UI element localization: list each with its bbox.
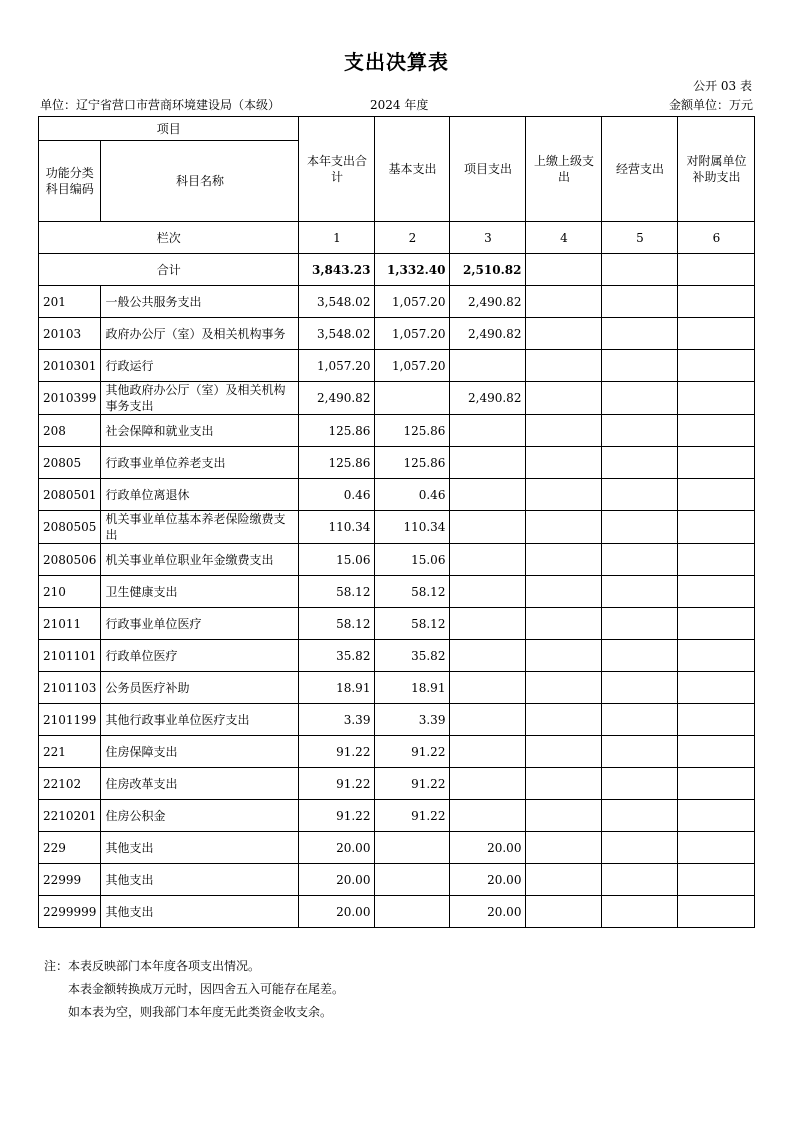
row-upper [526,704,602,736]
row-basic: 3.39 [375,704,450,736]
page-title: 支出决算表 [344,50,449,74]
lanci-4: 4 [526,222,602,254]
note-1: 注：本表反映部门本年度各项支出情况。 [44,959,261,973]
row-basic [375,896,450,928]
header-func-code: 功能分类科目编码 [39,141,101,222]
row-total: 125.86 [299,415,375,447]
row-upper [526,415,602,447]
row-total: 1,057.20 [299,350,375,382]
table-row [39,736,755,768]
row-business [602,415,678,447]
row-business [602,350,678,382]
row-subsidy [678,672,755,704]
row-name: 其他行政事业单位医疗支出 [101,704,299,736]
note-2: 本表金额转换成万元时，因四舍五入可能存在尾差。 [68,982,345,996]
row-upper [526,286,602,318]
row-subsidy [678,447,755,479]
lanci-2: 2 [375,222,450,254]
row-business [602,672,678,704]
row-subsidy [678,640,755,672]
row-upper [526,511,602,544]
row-upper [526,447,602,479]
row-basic: 1,057.20 [375,350,450,382]
table-row [39,800,755,832]
row-upper [526,544,602,576]
row-name: 一般公共服务支出 [101,286,299,318]
row-basic: 91.22 [375,800,450,832]
row-basic: 15.06 [375,544,450,576]
table-row [39,832,755,864]
row-business [602,511,678,544]
row-code: 2080501 [39,479,101,511]
row-code: 2299999 [39,896,101,928]
row-name: 公务员医疗补助 [101,672,299,704]
row-name: 行政单位医疗 [101,640,299,672]
header-subsidy: 对附属单位补助支出 [678,117,755,222]
row-business [602,318,678,350]
year-label: 2024 年度 [370,98,429,112]
row-upper [526,768,602,800]
row-total: 110.34 [299,511,375,544]
row-total: 91.22 [299,800,375,832]
row-name: 住房公积金 [101,800,299,832]
row-project [450,640,526,672]
meta-line [40,96,753,114]
row-business [602,704,678,736]
row-total: 18.91 [299,672,375,704]
header-project: 项目 [39,117,299,141]
row-project [450,544,526,576]
row-project [450,800,526,832]
row-code: 2210201 [39,800,101,832]
lanci-5: 5 [602,222,678,254]
row-basic: 91.22 [375,736,450,768]
table-row [39,640,755,672]
row-subsidy [678,350,755,382]
row-name: 其他支出 [101,832,299,864]
table-row [39,382,755,415]
row-project [450,350,526,382]
row-subsidy [678,608,755,640]
row-project [450,672,526,704]
row-upper [526,832,602,864]
row-upper [526,479,602,511]
lanci-3: 3 [450,222,526,254]
row-subsidy [678,832,755,864]
row-business [602,576,678,608]
row-business [602,382,678,415]
row-total: 35.82 [299,640,375,672]
row-basic: 91.22 [375,768,450,800]
row-name: 机关事业单位基本养老保险缴费支出 [101,511,299,544]
row-total: 0.46 [299,479,375,511]
row-business [602,544,678,576]
row-code: 2010301 [39,350,101,382]
row-project: 2,490.82 [450,382,526,415]
row-project [450,511,526,544]
row-code: 221 [39,736,101,768]
header-total: 本年支出合计 [299,117,375,222]
row-subsidy [678,704,755,736]
unit-label: 单位：辽宁省营口市营商环境建设局（本级） [40,98,281,112]
row-project: 2,490.82 [450,318,526,350]
row-subsidy [678,768,755,800]
row-code: 2101103 [39,672,101,704]
row-name: 机关事业单位职业年金缴费支出 [101,544,299,576]
row-code: 208 [39,415,101,447]
lanci-6: 6 [678,222,755,254]
row-project: 20.00 [450,896,526,928]
row-total: 58.12 [299,608,375,640]
row-subsidy [678,544,755,576]
table-row [39,672,755,704]
row-name: 行政事业单位养老支出 [101,447,299,479]
row-project [450,479,526,511]
row-total: 20.00 [299,832,375,864]
row-code: 2080505 [39,511,101,544]
row-business [602,608,678,640]
total-subsidy [678,254,755,286]
row-upper [526,608,602,640]
row-subsidy [678,896,755,928]
row-basic: 125.86 [375,415,450,447]
lanci-1: 1 [299,222,375,254]
table-row [39,511,755,544]
row-project [450,415,526,447]
row-basic: 18.91 [375,672,450,704]
row-business [602,286,678,318]
row-upper [526,576,602,608]
row-upper [526,800,602,832]
row-upper [526,864,602,896]
table-row [39,864,755,896]
table-row [39,286,755,318]
row-total: 15.06 [299,544,375,576]
table-row [39,479,755,511]
lanci-row [39,222,755,254]
row-upper [526,736,602,768]
table-row [39,576,755,608]
row-basic: 58.12 [375,608,450,640]
row-code: 2010399 [39,382,101,415]
row-business [602,832,678,864]
row-upper [526,382,602,415]
row-basic: 58.12 [375,576,450,608]
header-business: 经营支出 [602,117,678,222]
total-label: 合计 [39,254,299,286]
total-upper [526,254,602,286]
row-name: 住房保障支出 [101,736,299,768]
total-business [602,254,678,286]
row-code: 2101101 [39,640,101,672]
table-row [39,704,755,736]
row-name: 行政事业单位医疗 [101,608,299,640]
row-total: 20.00 [299,896,375,928]
form-number: 公开 03 表 [693,79,752,93]
row-project [450,704,526,736]
row-name: 其他支出 [101,896,299,928]
row-basic: 125.86 [375,447,450,479]
header-upper: 上缴上级支出 [526,117,602,222]
row-basic: 1,057.20 [375,318,450,350]
row-code: 20103 [39,318,101,350]
total-basic: 1,332.40 [375,254,450,286]
row-subsidy [678,736,755,768]
row-name: 卫生健康支出 [101,576,299,608]
row-total: 91.22 [299,736,375,768]
row-business [602,768,678,800]
header-project-expense: 项目支出 [450,117,526,222]
row-project [450,576,526,608]
row-code: 229 [39,832,101,864]
row-subsidy [678,318,755,350]
row-total: 2,490.82 [299,382,375,415]
row-project: 20.00 [450,832,526,864]
row-total: 3,548.02 [299,286,375,318]
row-basic: 110.34 [375,511,450,544]
table-row [39,415,755,447]
table-row [39,768,755,800]
total-project: 2,510.82 [450,254,526,286]
row-subsidy [678,864,755,896]
row-basic: 1,057.20 [375,286,450,318]
table-row [39,318,755,350]
row-basic: 0.46 [375,479,450,511]
expenditure-table [38,116,755,928]
row-code: 21011 [39,608,101,640]
money-unit-label: 金额单位：万元 [668,98,753,112]
row-upper [526,896,602,928]
row-upper [526,672,602,704]
row-code: 2080506 [39,544,101,576]
row-subsidy [678,382,755,415]
row-project [450,447,526,479]
total-total: 3,843.23 [299,254,375,286]
lanci-label: 栏次 [39,222,299,254]
row-business [602,864,678,896]
row-subsidy [678,800,755,832]
row-basic [375,864,450,896]
row-subsidy [678,286,755,318]
notes [44,957,344,1026]
row-total: 58.12 [299,576,375,608]
row-total: 3.39 [299,704,375,736]
row-code: 22999 [39,864,101,896]
row-upper [526,350,602,382]
row-business [602,896,678,928]
row-code: 22102 [39,768,101,800]
row-basic [375,832,450,864]
table-row [39,447,755,479]
row-subsidy [678,415,755,447]
note-3: 如本表为空，则我部门本年度无此类资金收支余。 [68,1005,333,1019]
row-project: 2,490.82 [450,286,526,318]
row-code: 210 [39,576,101,608]
row-project [450,768,526,800]
row-total: 3,548.02 [299,318,375,350]
row-total: 20.00 [299,864,375,896]
header-subject-name: 科目名称 [101,141,299,222]
row-name: 行政运行 [101,350,299,382]
row-name: 住房改革支出 [101,768,299,800]
row-code: 20805 [39,447,101,479]
row-basic: 35.82 [375,640,450,672]
row-name: 政府办公厅（室）及相关机构事务 [101,318,299,350]
table-row [39,896,755,928]
row-name: 行政单位离退休 [101,479,299,511]
row-upper [526,640,602,672]
row-basic [375,382,450,415]
table-row [39,350,755,382]
row-name: 其他政府办公厅（室）及相关机构事务支出 [101,382,299,415]
total-row [39,254,755,286]
row-business [602,800,678,832]
row-total: 125.86 [299,447,375,479]
row-business [602,736,678,768]
row-name: 社会保障和就业支出 [101,415,299,447]
row-subsidy [678,576,755,608]
table-row [39,608,755,640]
row-project [450,736,526,768]
row-total: 91.22 [299,768,375,800]
row-project [450,608,526,640]
row-name: 其他支出 [101,864,299,896]
row-code: 2101199 [39,704,101,736]
row-subsidy [678,479,755,511]
row-subsidy [678,511,755,544]
row-business [602,479,678,511]
row-project: 20.00 [450,864,526,896]
row-code: 201 [39,286,101,318]
row-upper [526,318,602,350]
header-basic: 基本支出 [375,117,450,222]
table-row [39,544,755,576]
row-business [602,640,678,672]
row-business [602,447,678,479]
